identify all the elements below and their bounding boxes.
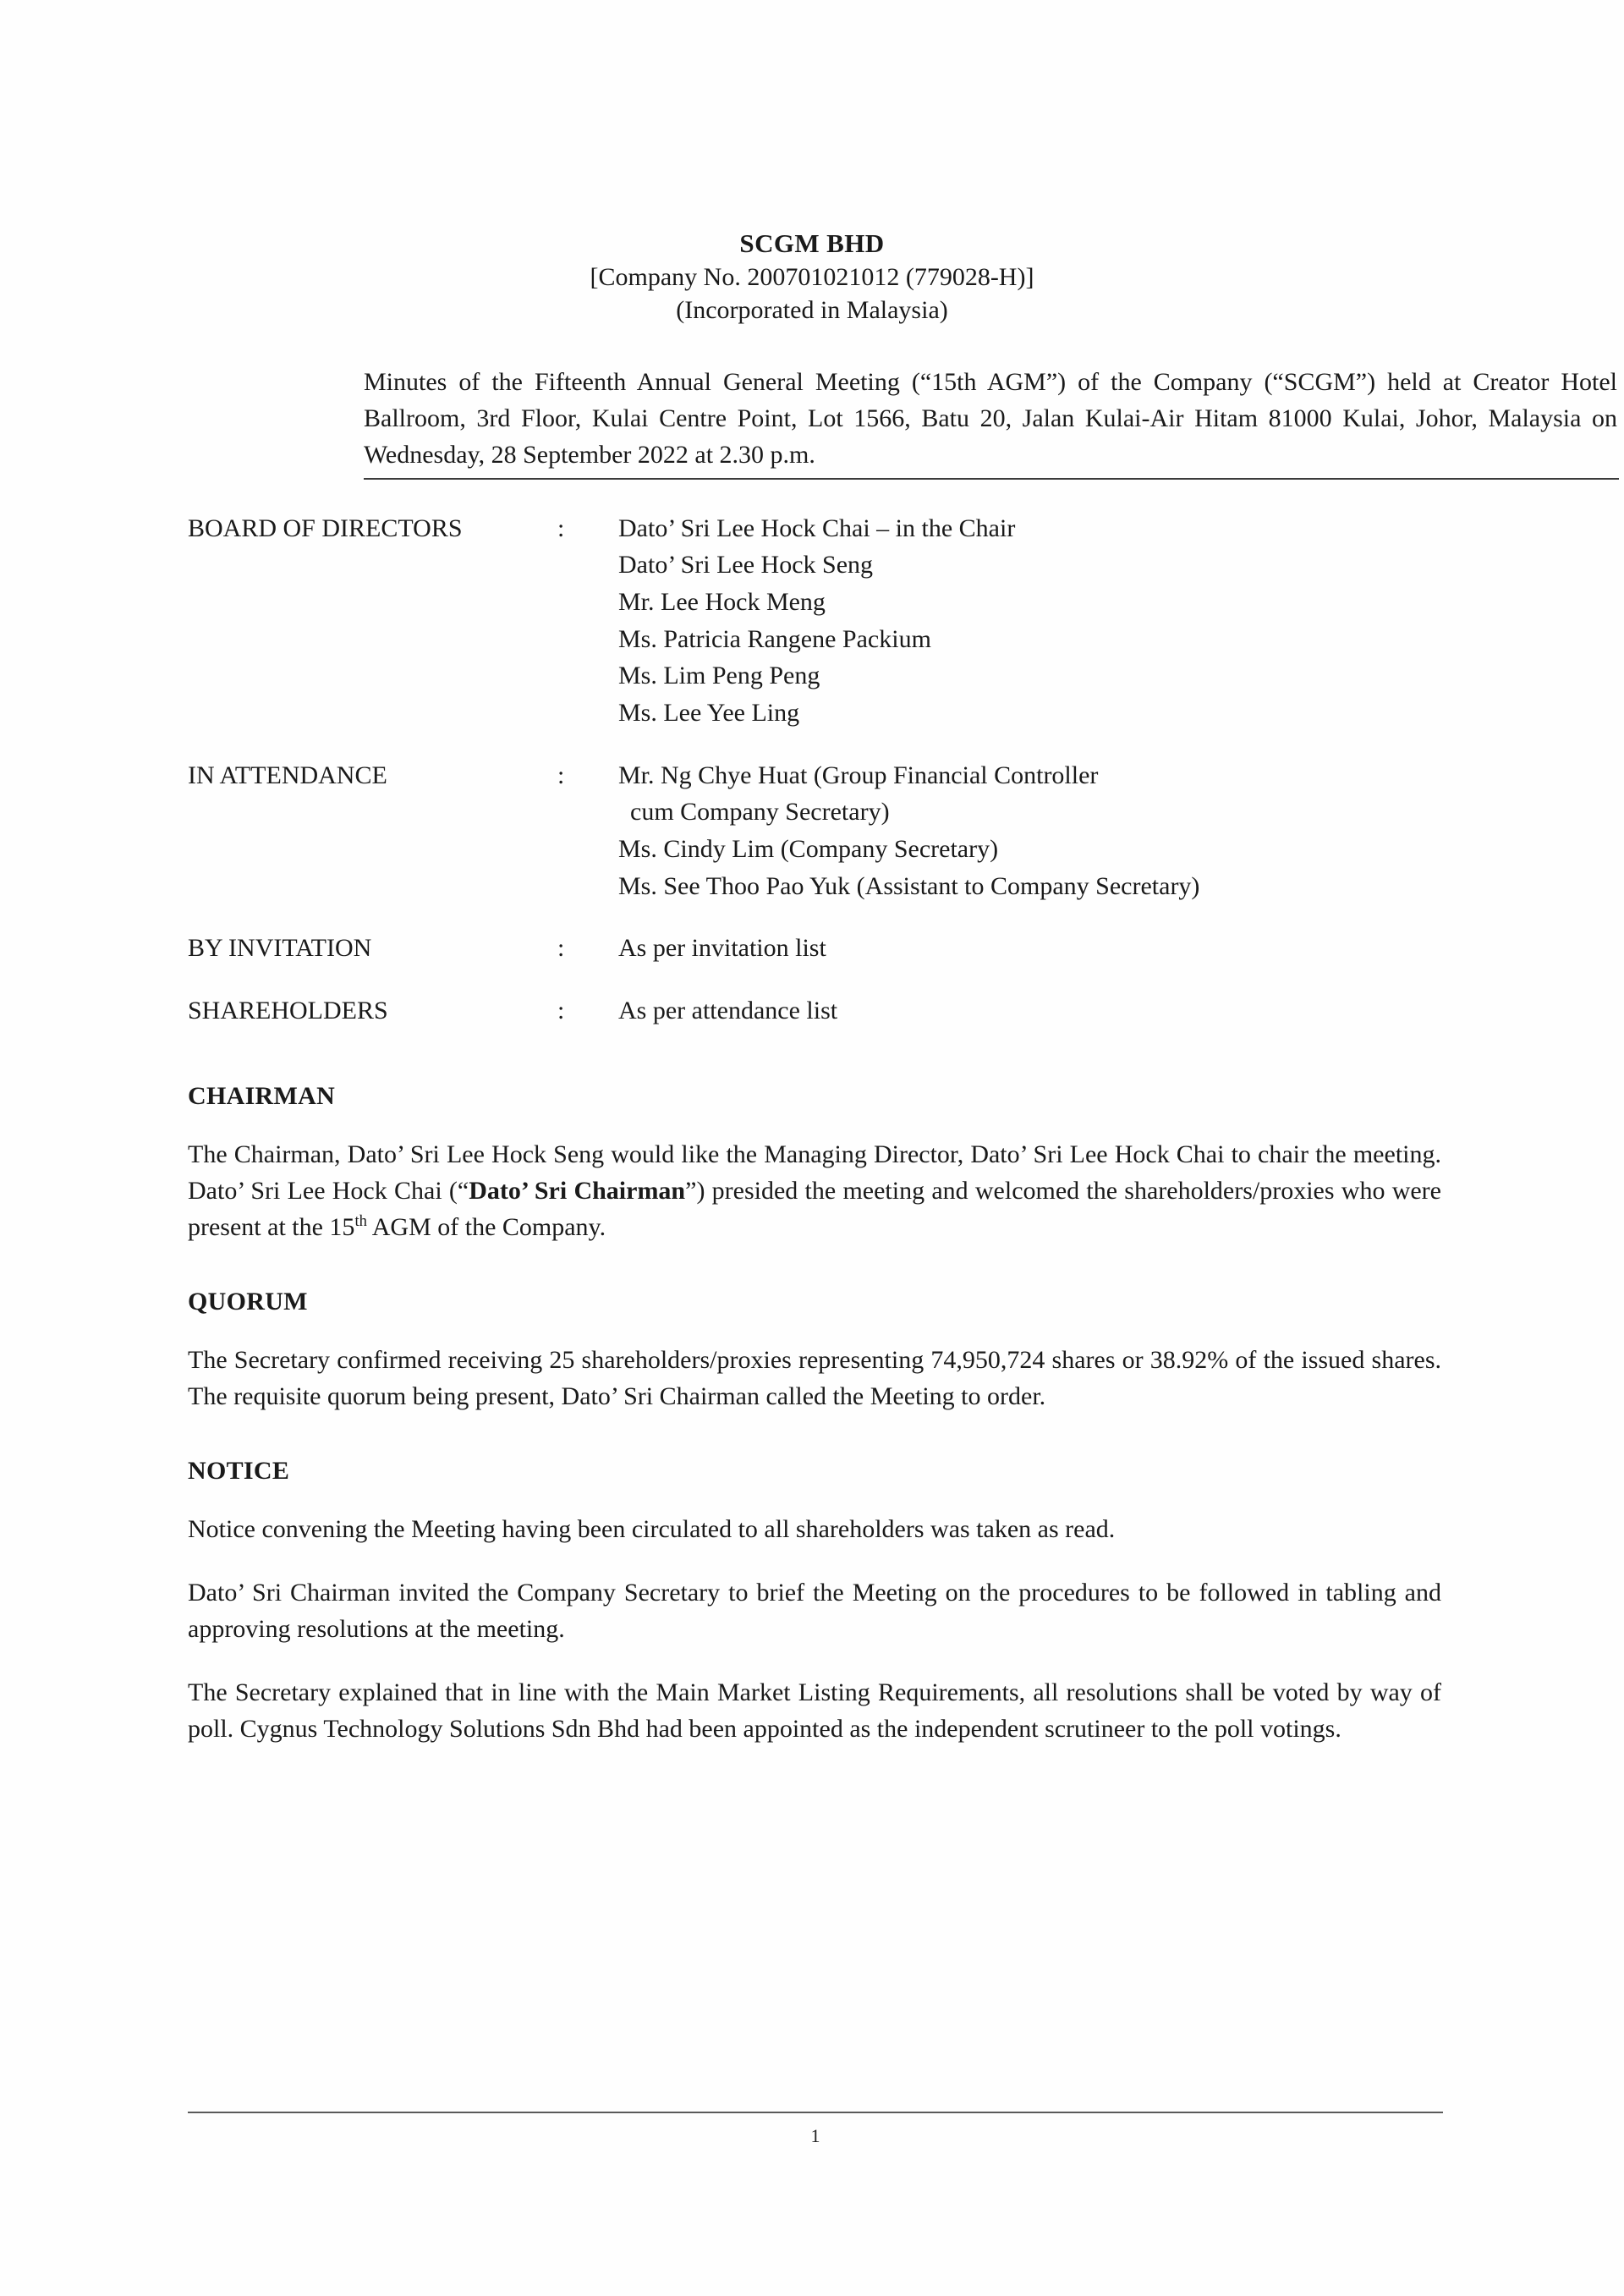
notice-paragraph-1: Notice convening the Meeting having been circulated to all shareholders was taken as read.	[188, 1515, 1116, 1544]
attendance-value-item: Ms. Lee Yee Ling	[618, 699, 800, 728]
attendance-value-item: Dato’ Sri Lee Hock Seng	[618, 551, 874, 579]
company-registration-number: [Company No. 200701021012 (779028-H)]	[590, 262, 1034, 291]
attendance-values	[618, 510, 1624, 732]
attendance-label: BY INVITATION	[188, 934, 372, 963]
attendance-value-item: Ms. Cindy Lim (Company Secretary)	[618, 834, 999, 863]
attendance-value-item: Ms. Lim Peng Peng	[618, 662, 820, 690]
attendance-value-item: Ms. See Thoo Pao Yuk (Assistant to Company Secretary)	[618, 871, 1200, 900]
intro-block	[176, 327, 1617, 480]
attendance-value-item: Ms. Patricia Rangene Packium	[618, 624, 931, 653]
attendance-row-board-of-directors	[188, 510, 1624, 732]
company-name: SCGM BHD	[739, 228, 885, 258]
attendance-value-item: As per invitation list	[618, 934, 826, 963]
attendance-value-item: Mr. Lee Hock Meng	[618, 588, 826, 617]
chairman-paragraph	[188, 1136, 1441, 1245]
chairman-para-ordinal-suffix: th	[354, 1211, 367, 1230]
quorum-paragraph: The Secretary confirmed receiving 25 shareholders/proxies representing 74,950,724 shares or 38.92% of the issued shares. The requisite quorum being present, Dato’ Sri Chairman called the Meeting to order.	[188, 1345, 1441, 1410]
document-body	[0, 1030, 1624, 1747]
section-heading-chairman: CHAIRMAN	[188, 1081, 336, 1110]
attendance-colon: :	[557, 761, 565, 789]
attendance-value-item: Mr. Ng Chye Huat (Group Financial Controller	[618, 761, 1099, 789]
attendance-table	[0, 480, 1624, 1030]
attendance-colon: :	[557, 997, 565, 1025]
notice-paragraph-3: The Secretary explained that in line with the Main Market Listing Requirements, all resolutions shall be voted by way of poll. Cygnus Technology Solutions Sdn Bhd had been appointed as the independent scrutineer to the poll votings.	[188, 1678, 1441, 1744]
attendance-value-item: Dato’ Sri Lee Hock Chai – in the Chair	[618, 514, 1016, 542]
attendance-values	[618, 992, 1624, 1030]
attendance-label: BOARD OF DIRECTORS	[188, 514, 463, 542]
attendance-values	[618, 930, 1624, 967]
chairman-para-part1: The Chairman, Dato’ Sri Lee Hock Seng would like the Managing Director, Dato’ Sri Lee Hock Chai to chair the meeting. Dato’ Sri Lee Hock Chai (“	[188, 1140, 1441, 1205]
minutes-intro-paragraph: Minutes of the Fifteenth Annual General Meeting (“15th AGM”) of the Company (“SCGM”) held at Creator Hotel Ballroom, 3rd Floor, Kulai Centre Point, Lot 1566, Batu 20, Jalan Kulai-Air Hitam 81000 Kulai, Johor, Malaysia on Wednesday, 28 September 2022 at 2.30 p.m.	[364, 367, 1617, 469]
attendance-row-by-invitation	[188, 930, 1624, 967]
attendance-row-in-attendance	[188, 757, 1624, 905]
chairman-para-part3: AGM of the Company.	[366, 1212, 606, 1241]
page-number: 1	[810, 2125, 820, 2146]
section-heading-quorum: QUORUM	[188, 1287, 308, 1316]
incorporation-note: (Incorporated in Malaysia)	[676, 295, 948, 324]
attendance-colon: :	[557, 514, 565, 542]
document-footer	[188, 2112, 1443, 2147]
attendance-label: IN ATTENDANCE	[188, 761, 387, 789]
attendance-value-item: cum Company Secretary)	[630, 798, 890, 827]
attendance-colon: :	[557, 934, 565, 963]
chairman-para-bold-term: Dato’ Sri Chairman	[469, 1176, 686, 1205]
section-heading-notice: NOTICE	[188, 1457, 290, 1486]
chairman-para-part2: ”) presided the meeting and welcomed the shareholders/proxies who were present at the 15	[188, 1176, 1441, 1241]
document-header	[0, 0, 1624, 327]
attendance-row-shareholders	[188, 992, 1624, 1030]
notice-paragraph-2: Dato’ Sri Chairman invited the Company Secretary to brief the Meeting on the procedures to be followed in tabling and approving resolutions at the meeting.	[188, 1579, 1441, 1644]
attendance-value-item: As per attendance list	[618, 997, 838, 1025]
attendance-label: SHAREHOLDERS	[188, 997, 388, 1025]
attendance-values	[618, 757, 1624, 905]
